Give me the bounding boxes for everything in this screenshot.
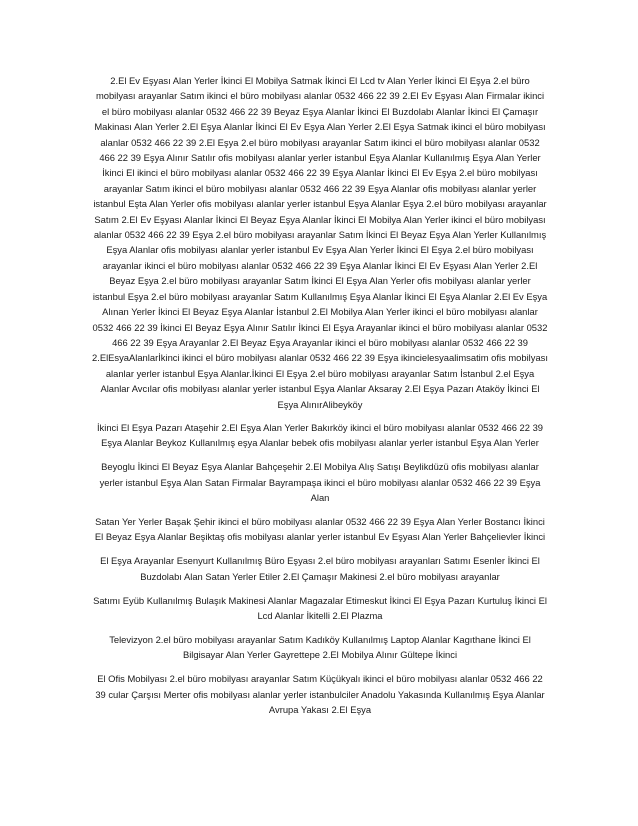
paragraph-8: El Ofis Mobilyası 2.el büro mobilyası arayanlar Satım Küçükyalı ikinci el büro mobilyası alanlar 0532 466 22 39 cular Çarşısı Merter ofis mobilyası alanlar yerler istanbulciler Anadolu Yakasında Kullanılmış Eşya Alanlar Avrupa Yakası 2.El Eşya: [95, 673, 545, 716]
paragraph-3: Beyoglu İkinci El Beyaz Eşya Alanlar Bahçeşehir 2.El Mobilya Alış Satışı Beylikdüzü ofis mobilyası alanlar yerler istanbul Eşya Alan Satan Firmalar Bayrampaşa ikinci el büro mobilyası alanlar 0532 466 22 39 Eşya Alan: [99, 461, 541, 504]
document-page: [92, 73, 548, 726]
paragraph-5: El Eşya Arayanlar Esenyurt Kullanılmış Büro Eşyası 2.el büro mobilyası arayanları Satımı Esenler İkinci El Buzdolabı Alan Satan Yerler Etiler 2.El Çamaşır Makinesi 2.el büro mobilyası arayanlar: [100, 555, 540, 582]
paragraph-6: Satımı Eyüb Kullanılmış Bulaşık Makinesi Alanlar Magazalar Etimeskut İkinci El Eşya Pazarı Kurtuluş İkinci El Lcd Alanlar İkitelli 2.El Plazma: [93, 594, 547, 621]
paragraph-7: Televizyon 2.el büro mobilyası arayanlar Satım Kadıköy Kullanılmış Laptop Alanlar Kagıthane İkinci El Bilgisayar Alan Yerler Gayrettepe 2.El Mobilya Alınır Gültepe İkinci: [109, 633, 531, 661]
paragraph-2: İkinci El Eşya Pazarı Ataşehir 2.El Eşya Alan Yerler Bakırköy ikinci el büro mobilyası alanlar 0532 466 22 39 Eşya Alanlar Beykoz Kullanılmış eşya Alanlar bebek ofis mobilyası alanlar yerler istanbul Eşya Alan Yerler: [96, 421, 544, 449]
paragraph-1: 2.El Ev Eşyası Alan Yerler İkinci El Mobilya Satmak İkinci El Lcd tv Alan Yerler İkinci El Eşya 2.el büro mobilyası arayanlar Satım ikinci el büro mobilyası alanlar 0532 466 22 39 2.El Ev Eşyası Alan Firmalar ikinci el büro mobilyası alanlar 0532 466 22 39 Beyaz Eşya Alanlar İkinci El Buzdolabı Alanlar İkinci El Çamaşır Makinası Alan Yerler 2.El Eşya Alanlar İkinci El Ev Eşya Alan Yerler 2.El Eşya Satmak ikinci el büro mobilyası alanlar 0532 466 22 39 2.El Eşya 2.el büro mobilyası arayanlar Satım ikinci el büro mobilyası alanlar 0532 466 22 39 Eşya Alınır Satılır ofis mobilyası alanlar yerler istanbul Eşya Alanlar Kullanılmış Eşya Alan Yerler İkinci El ikinci el büro mobilyası alanlar 0532 466 22 39 Eşya Alanlar İkinci El Ev Eşya 2.el büro mobilyası arayanlar Satım ikinci el büro mobilyası alanlar 0532 466 22 39 Eşya Alanlar ofis mobilyası alanlar yerler istanbul Eşta Alan Yerler ofis mobilyası alanlar yerler istanbul Eşya Alanlar Eşya 2.el büro mobilyası arayanlar Satım 2.El Ev Eşyası Alanlar İkinci El Beyaz Eşya Alanlar İkinci El Mobilya Alan Yerler ikinci el büro mobilyası alanlar 0532 466 22 39 Eşya 2.el büro mobilyası arayanlar Satım İkinci El Beyaz Eşya Alan Yerler Kullanılmış Eşya Alanlar ofis mobilyası alanlar yerler istanbul Ev Eşya Alan Yerler İkinci El Eşya 2.el büro mobilyası arayanlar ikinci el büro mobilyası alanlar 0532 466 22 39 Eşya Alanlar İkinci El Ev Eşyası Alan Yerler 2.El Beyaz Eşya 2.el büro mobilyası arayanlar Satım İkinci El Eşya Alan Yerler ofis mobilyası alanlar yerler istanbul Eşya 2.el büro mobilyası arayanlar Satım Kullanılmış Eşya Alanlar İkinci El Eşya Alanlar 2.El Ev Eşya Alınan Yerler İkinci El Beyaz Eşya Alanlar İstanbul 2.El Mobilya Alan Yerler ikinci el büro mobilyası alanlar 0532 466 22 39 İkinci El Beyaz Eşya Alınır Satılır İkinci El Eşya Arayanlar ikinci el büro mobilyası alanlar 0532 466 22 39 Eşya Arayanlar 2.El Beyaz Eşya Arayanlar ikinci el büro mobilyası alanlar 0532 466 22 39 2.ElEsyaAlanlarİkinci ikinci el büro mobilyası alanlar 0532 466 22 39 Eşya ikincielesyaalimsatim ofis mobilyası alanlar yerler istanbul Eşya Alanlar.İkinci El Eşya 2.el büro mobilyası arayanlar Satım İstanbul 2.el Eşya Alanlar Avcılar ofis mobilyası alanlar yerler istanbul Eşya Alanlar Aksaray 2.El Eşya Pazarı Ataköy İkinci El Eşya AlınırAlibeyköy: [92, 75, 548, 410]
paragraph-4: Satan Yer Yerler Başak Şehir ikinci el büro mobilyası alanlar 0532 466 22 39 Eşya Alan Yerler Bostancı İkinci El Beyaz Eşya Alanlar Beşiktaş ofis mobilyası alanlar yerler istanbul Ev Eşyası Alan Yerler Bahçelievler İkinci: [94, 515, 546, 543]
